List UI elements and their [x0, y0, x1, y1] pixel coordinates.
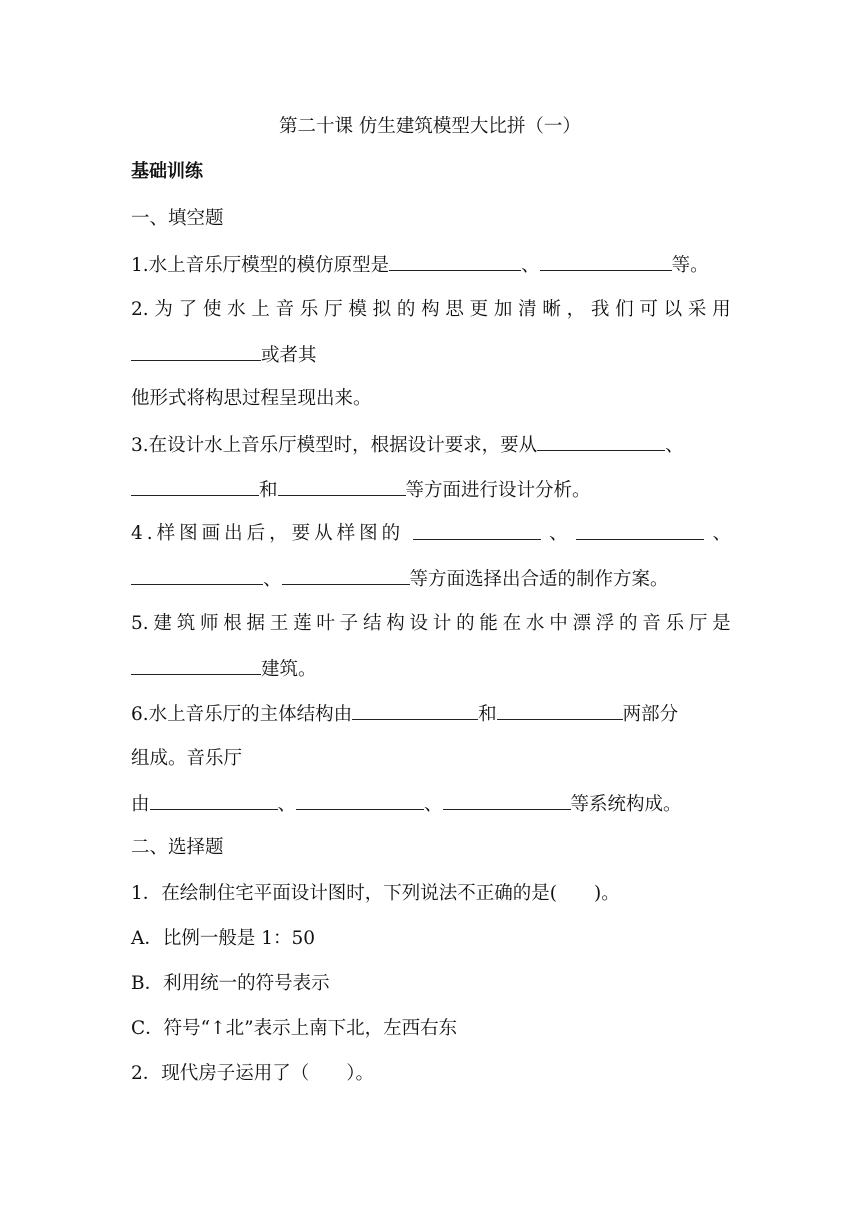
justified-char: 设	[409, 613, 429, 634]
fill-question-5-line1	[131, 611, 731, 637]
justified-char: 中	[549, 613, 568, 634]
fill-question-6-line3	[131, 791, 731, 818]
justified-char: 我	[590, 299, 610, 320]
fill-question-2-line1	[131, 297, 731, 323]
justified-char: 的	[396, 299, 416, 320]
fill-question-3-line1	[131, 432, 731, 459]
justified-char: 可	[639, 299, 658, 320]
justified-char: ，	[566, 299, 586, 320]
justified-char: 拟	[372, 299, 392, 320]
justified-char: 师	[199, 613, 219, 634]
fill-question-3-line2	[131, 477, 731, 504]
answer-blank[interactable]	[150, 791, 278, 810]
justified-char: 构	[421, 299, 440, 320]
q1-sep: 、	[521, 255, 540, 276]
justified-char: 水	[227, 299, 246, 320]
q6-text2: 两部分	[622, 704, 679, 725]
q4-sep: 、	[549, 523, 568, 544]
justified-char: 计	[432, 613, 452, 634]
choice-option-a: A．比例一般是 1：50	[131, 928, 316, 949]
q6-text: 6.水上音乐厅的主体结构由	[131, 704, 353, 725]
justified-char: 的	[619, 613, 638, 634]
justified-char: 上	[251, 299, 270, 320]
answer-blank[interactable]	[537, 432, 665, 451]
choice-option-c: C．符号“↑北”表示上南下北，左西右东	[131, 1018, 458, 1039]
section-heading: 基础训练	[131, 161, 203, 182]
answer-blank[interactable]	[497, 701, 623, 720]
q6-from: 由	[131, 794, 150, 815]
q3-text: 3.在设计水上音乐厅模型时，根据设计要求，要从	[131, 435, 538, 456]
justified-char: 叶	[316, 613, 335, 634]
justified-char: 以	[663, 299, 683, 320]
answer-blank[interactable]	[443, 791, 571, 810]
justified-char: 了	[178, 299, 198, 320]
justified-char: 用	[712, 299, 731, 320]
answer-blank[interactable]	[576, 521, 704, 540]
justified-char: 厅	[324, 299, 343, 320]
justified-char: 清	[518, 299, 537, 320]
justified-char: 使	[202, 299, 222, 320]
justified-char: 在	[502, 613, 522, 634]
justified-char: 模	[348, 299, 367, 320]
answer-blank[interactable]	[131, 477, 259, 496]
justified-char: 能	[479, 613, 498, 634]
q3-sep: 、	[665, 435, 684, 456]
q4-sep: 、	[712, 523, 731, 544]
q5-end: 建筑。	[261, 659, 317, 680]
answer-blank[interactable]	[540, 252, 672, 271]
justified-char: 思	[445, 299, 464, 320]
fill-question-1	[131, 252, 731, 279]
justified-char: 们	[615, 299, 634, 320]
justified-char: 更	[469, 299, 489, 320]
q6-sep: 、	[424, 794, 443, 815]
answer-blank[interactable]	[352, 701, 478, 720]
answer-blank[interactable]	[389, 252, 521, 271]
justified-char: 构	[386, 613, 405, 634]
justified-char: 厅	[688, 613, 708, 634]
fill-question-2-line2	[131, 342, 731, 369]
fill-question-6-line2: 组成。音乐厅	[131, 748, 243, 769]
q4-text: 4.样图画出后，要从样图的	[131, 523, 405, 544]
fill-question-5-line2	[131, 656, 731, 683]
q6-and: 和	[478, 704, 497, 725]
answer-blank[interactable]	[131, 656, 261, 675]
lesson-title: 第二十课 仿生建筑模型大比拼（一）	[279, 116, 581, 137]
justified-char: 筑	[176, 613, 196, 634]
q3-and: 和	[259, 480, 278, 501]
choice-option-b: B．利用统一的符号表示	[131, 973, 330, 994]
justified-char: 乐	[299, 299, 319, 320]
answer-blank[interactable]	[296, 791, 424, 810]
q4-sep: 、	[263, 569, 282, 590]
justified-char: 浮	[595, 613, 615, 634]
justified-char: 音	[642, 613, 661, 634]
justified-char: 建	[153, 613, 172, 634]
justified-char: 2.	[131, 299, 149, 320]
answer-blank[interactable]	[278, 477, 406, 496]
q4-end: 等方面选择出合适的制作方案。	[409, 569, 669, 590]
choice-question-2: 2．现代房子运用了（ ）。	[131, 1063, 375, 1084]
justified-char: 5.	[131, 613, 149, 634]
fill-question-4-line1	[131, 521, 731, 547]
justified-char: 乐	[665, 613, 685, 634]
justified-char: 漂	[572, 613, 591, 634]
q1-text: 1.水上音乐厅模型的模仿原型是	[131, 255, 390, 276]
justified-char: 音	[275, 299, 295, 320]
justified-char: 是	[712, 613, 731, 634]
answer-blank[interactable]	[282, 566, 410, 585]
q1-end: 等。	[671, 255, 709, 276]
answer-blank[interactable]	[413, 521, 541, 540]
justified-char: 采	[687, 299, 707, 320]
choice-question-1: 1．在绘制住宅平面设计图时，下列说法不正确的是( )。	[131, 883, 620, 904]
justified-char: 子	[339, 613, 359, 634]
justified-char: 莲	[293, 613, 312, 634]
answer-blank[interactable]	[131, 342, 261, 361]
justified-char: 晰	[542, 299, 561, 320]
part2-heading: 二、选择题	[131, 837, 224, 858]
fill-question-4-line2	[131, 566, 731, 593]
fill-question-2-line3: 他形式将构思过程呈现出来。	[131, 388, 372, 409]
q2-text: 或者其	[261, 345, 317, 366]
q3-end: 等方面进行设计分析。	[405, 480, 591, 501]
justified-char: 据	[246, 613, 266, 634]
q6-sep: 、	[277, 794, 297, 815]
justified-char: 为	[154, 299, 173, 320]
justified-char: 王	[269, 613, 289, 634]
q6-end: 等系统构成。	[570, 794, 682, 815]
part1-heading: 一、填空题	[131, 208, 224, 229]
justified-char: 结	[362, 613, 382, 634]
justified-char: 根	[223, 613, 242, 634]
justified-char: 加	[493, 299, 513, 320]
fill-question-6-line1	[131, 701, 731, 728]
answer-blank[interactable]	[131, 566, 263, 585]
justified-char: 的	[456, 613, 475, 634]
justified-char: 水	[525, 613, 545, 634]
